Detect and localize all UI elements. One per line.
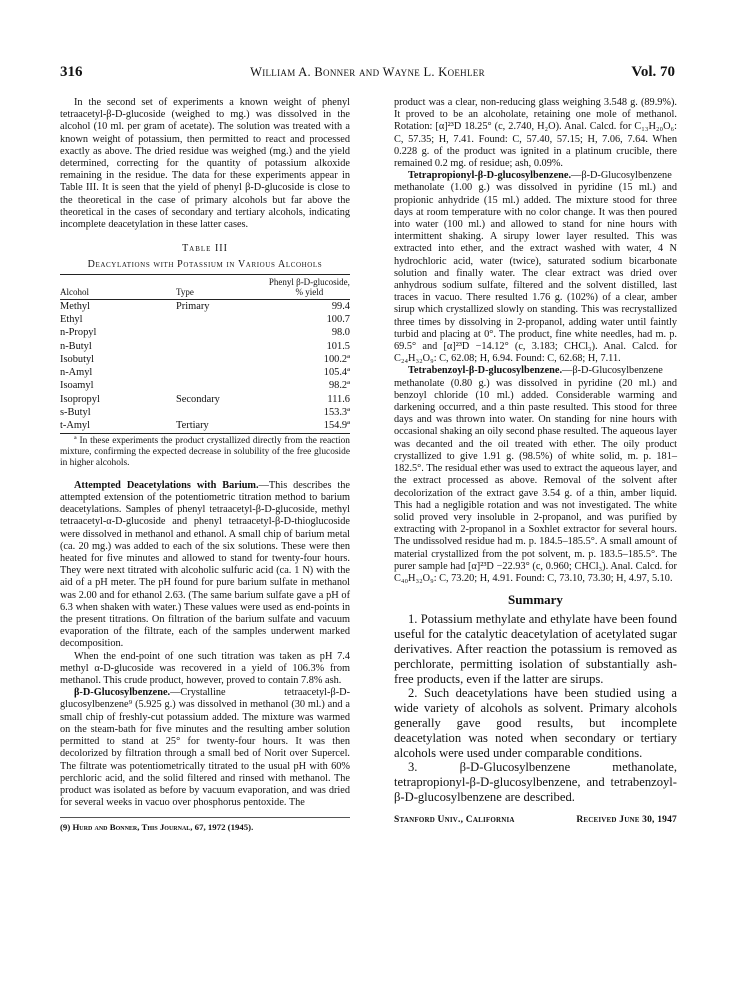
- left-column: [60, 97, 350, 834]
- table-title: Table III: [182, 243, 228, 255]
- cell-type: Tertiary: [176, 420, 209, 432]
- affiliation-line: [394, 814, 677, 826]
- received-date: Received June 30, 1947: [576, 814, 677, 825]
- barium-heading: Attempted Deacetylations with Barium.: [74, 479, 259, 491]
- table-row: [60, 379, 350, 392]
- glucosylbenzene-text: —Crystalline tetraacetyl-β-D-glucosylbenzene⁹ (5.925 g.) was dissolved in methanol (30 ml.) and a small chip of freshly-cut potassium added. The mixture was warmed on the steam-bath for five minutes and the resulting amber solution permitted to stand at 25° for twenty-four hours. It was then decolorized by filtration through a small bed of Norit over Supercel. The filtrate was potentiometrically titrated to the usual pH with 60% perchloric acid, and the solid filtered and rinsed with methanol. The product was isolated as before by vacuum evaporation, and was dried for several weeks in vacuo over phosphorus pentoxide. The: [60, 687, 350, 809]
- cell-yield: 100.2ª: [323, 353, 350, 365]
- cell-yield: 98.2ª: [328, 380, 350, 392]
- cell-alcohol: Methyl: [60, 300, 91, 312]
- tetrapropionyl-text: —β-D-Glucosylbenzene methanolate (1.00 g.) was dissolved in pyridine (15 ml.) and propionic anhydride (15 ml.) added. The mixture stood for three days at room temperature with no color change. It was then poured into water (100 ml.) and allowed to stand for nine hours with intermittent shaking. A sirupy lower layer resulted. This was extracted into ether, and the extract washed with water, 4 N hydrochloric acid, water (twice), saturated sodium bicarbonate solution and finally water. The clear extract was dried over anhydrous sodium sulfate, filtered and the solvent distilled, last traces in vacuo. There resulted 1.76 g. (102%) of a clear, amber sirup which crystallized slowly on standing. This was recrystallized three times by dissolving in 2-propanol, adding water until faintly turbid and placing at 0°. The product, fine white needles, had m. p. 69.5° and [α]²³D −14.12° (c, 3.183; CHCl₃). Anal. Calcd. for C₂₄H₃₂O₉: C, 62.08; H, 6.94. Found: C, 62.68; H, 7.11.: [394, 170, 677, 365]
- table-row: [60, 353, 350, 366]
- table-footnote: ª In these experiments the product crystallized directly from the reaction mixture, confirming the expected decrease in solubility of the free glucoside in higher alcohols.: [60, 435, 350, 469]
- cell-alcohol: n-Propyl: [60, 327, 97, 339]
- tetrabenzoyl-heading: Tetrabenzoyl-β-D-glucosylbenzene.: [408, 365, 563, 377]
- continued-paragraph: product was a clear, non-reducing glass weighing 3.548 g. (89.9%). It proved to be an alcoholate, retaining one mole of methanol. Rotation: [α]²³D 18.25° (c, 2.740, H₂O). Anal. Calcd. for C₁₃H₂₀O₆: C, 57.35; H, 7.41. Found: C, 57.40, 57.15; H, 7.06, 7.64. When 0.228 g. of the product was ignited in a platinum crucible, there remained 0.2 mg. of residue; ash, 0.09%.: [394, 97, 677, 170]
- cell-type: [176, 379, 269, 392]
- table-caption: Deacylations with Potassium in Various Alcohols: [87, 259, 323, 271]
- glucosylbenzene-paragraph: [60, 687, 350, 809]
- cell-alcohol: Isopropyl: [60, 393, 100, 405]
- cell-type: [176, 366, 269, 379]
- cell-yield: 154.9ª: [323, 420, 350, 432]
- cell-type: Secondary: [176, 393, 220, 405]
- cell-type: [176, 340, 269, 353]
- reference-footnote: (9) Hurd and Bonner, This Journal, 67, 1972 (1945).: [60, 817, 350, 833]
- table-row: [60, 340, 350, 353]
- col-header-yield: Phenyl β-D-glucoside, % yield: [269, 274, 350, 299]
- cell-yield: 98.0: [331, 327, 350, 339]
- cell-alcohol: n-Butyl: [60, 340, 92, 352]
- col-header-alcohol: Alcohol: [60, 274, 176, 299]
- summary-item: 3. β-D-Glucosylbenzene methanolate, tetrapropionyl-β-D-glucosylbenzene, and tetrabenzoyl-β-D-glucosylbenzene are described.: [394, 760, 677, 804]
- table-row: [60, 393, 350, 406]
- right-column: [394, 97, 677, 826]
- barium-paragraph: [60, 480, 350, 651]
- cell-type: [176, 353, 269, 366]
- summary-item: 2. Such deacetylations have been studied using a wide variety of alcohols as solvent. Primary alcohols generally gave good results, but incomplete deacetylation was noted when secondary or tertiary alcohols were used under comparable conditions.: [394, 686, 677, 760]
- cell-alcohol: Isobutyl: [60, 353, 95, 365]
- cell-yield: 153.3ª: [323, 407, 350, 419]
- cell-alcohol: n-Amyl: [60, 367, 93, 379]
- cell-type: Primary: [176, 300, 210, 312]
- table-row: [60, 313, 350, 326]
- yield-table: [60, 274, 350, 434]
- cell-alcohol: Ethyl: [60, 313, 83, 325]
- cell-yield: 105.4ª: [323, 367, 350, 379]
- endpoint-paragraph: When the end-point of one such titration was taken as pH 7.4 methyl α-D-glucoside was recovered in a yield of 106.3% from methanol. This crude product, however, proved to contain 7.8% ash.: [60, 650, 350, 687]
- table-row: [60, 419, 350, 433]
- tetrapropionyl-paragraph: [394, 170, 677, 365]
- cell-yield: 111.6: [327, 393, 350, 405]
- volume-label: Vol. 70: [631, 64, 675, 80]
- col-header-type: Type: [176, 274, 269, 299]
- tetrapropionyl-heading: Tetrapropionyl-β-D-glucosylbenzene.: [408, 170, 572, 182]
- glucosylbenzene-heading: β-D-Glucosylbenzene.: [74, 687, 171, 699]
- table-row: [60, 366, 350, 379]
- running-authors: William A. Bonner and Wayne L. Koehler: [250, 65, 485, 79]
- table-row: [60, 299, 350, 313]
- table-row: [60, 406, 350, 419]
- cell-alcohol: t-Amyl: [60, 420, 91, 432]
- affiliation: Stanford Univ., California: [394, 814, 515, 825]
- table-header-row: [60, 274, 350, 299]
- summary-item: 1. Potassium methylate and ethylate have been found useful for the catalytic deacetylation of acetylated sugar derivatives. After reaction the potassium is removed as perchlorate, permitting isolation of substantially ash-free products, even if the latter are sirups.: [394, 612, 677, 686]
- cell-alcohol: Isoamyl: [60, 380, 94, 392]
- cell-type: [176, 406, 269, 419]
- intro-paragraph: In the second set of experiments a known weight of phenyl tetraacetyl-β-D-glucoside (weighed to mg.) was dissolved in the alcohol (10 ml. per gram of acetate). The solution was treated with a known weight of potassium, then permitted to react and processed exactly as above. The dried residue was weighed (mg.) and the yield determined, correcting for the quantity of potassium alkoxide remaining in the residue. The data for these experiments appear in Table III. It is seen that the yield of phenyl β-D-glucoside is close to the theoretical in the case of primary alcohols but far above the theoretical in the cases of secondary and tertiary alcohols, indicating incomplete deacetylation in these latter cases.: [60, 97, 350, 231]
- page-number: 316: [60, 64, 83, 80]
- summary-section: [394, 612, 677, 804]
- table-body: [60, 299, 350, 433]
- running-header: [60, 64, 675, 86]
- cell-yield: 99.4: [331, 300, 350, 312]
- tetrabenzoyl-paragraph: [394, 365, 677, 585]
- cell-type: [176, 313, 269, 326]
- tetrabenzoyl-text: —β-D-Glucosylbenzene methanolate (0.80 g.) was dissolved in pyridine (20 ml.) and benzoyl chloride (10 ml.) added. Considerable warming and darkening occurred, and a thin paste resulted. This stood for three days and was thrown into water. On standing for nine hours with occasional shaking an oily second phase resulted. The aqueous layer was decanted and the oil treated with ether. The oily product crystallized to give 1.91 g. (98.5%) of white solid, m. p. 181–182.5°. The residual ether was used to extract the aqueous layer, and the extract processed as above. Removal of the solvent after decolorization of the extract gave 3.54 g. of a thin, amber liquid. This had a negligible rotation and was not investigated. The white solid proved very insoluble in 2-propanol, and was purified by extracting with 2-propanol in a Soxhlet extractor for several hours. The undissolved residue had m. p. 184.5–185.5°. A small amount of material crystallized from the pot solvent, m. p. 183.5–185.5°. The purer sample had [α]²³D −22.93° (c, 0.960; CHCl₃). Anal. Calcd. for C₄₀H₃₂O₉: C, 73.20; H, 4.91. Found: C, 73.10, 73.30; H, 4.97, 5.10.: [394, 365, 677, 584]
- barium-text: —This describes the attempted extension of the potentiometric titration method to barium deacetylations. Samples of phenyl tetraacetyl-β-D-glucoside, methyl tetraacetyl-α-D-glucoside and phenyl tetraacetyl-β-D-thioglucoside were dissolved in methanol and ethanol. A small chip of barium metal (ca. 20 mg.) was added to each of the six solutions. These were then heated for five minutes and allowed to stand for twenty-four hours. They were next titrated with alcoholic sulfuric acid (ca. 1 N) with the aid of a pH meter. The pH found for pure barium sulfate in methanol was 2.00 and for ethanol 2.63. (The same barium sulfate gave a pH of 6.3 when shaken with water.) These values were used as end-points in the present titrations. On filtration of the barium sulfate and vacuum evaporation of the filtrate, each of the samples underwent marked decomposition.: [60, 479, 350, 650]
- cell-alcohol: s-Butyl: [60, 407, 91, 419]
- summary-heading: Summary: [508, 592, 563, 608]
- cell-yield: 101.5: [326, 340, 350, 352]
- table-row: [60, 326, 350, 339]
- cell-yield: 100.7: [326, 313, 350, 325]
- cell-type: [176, 326, 269, 339]
